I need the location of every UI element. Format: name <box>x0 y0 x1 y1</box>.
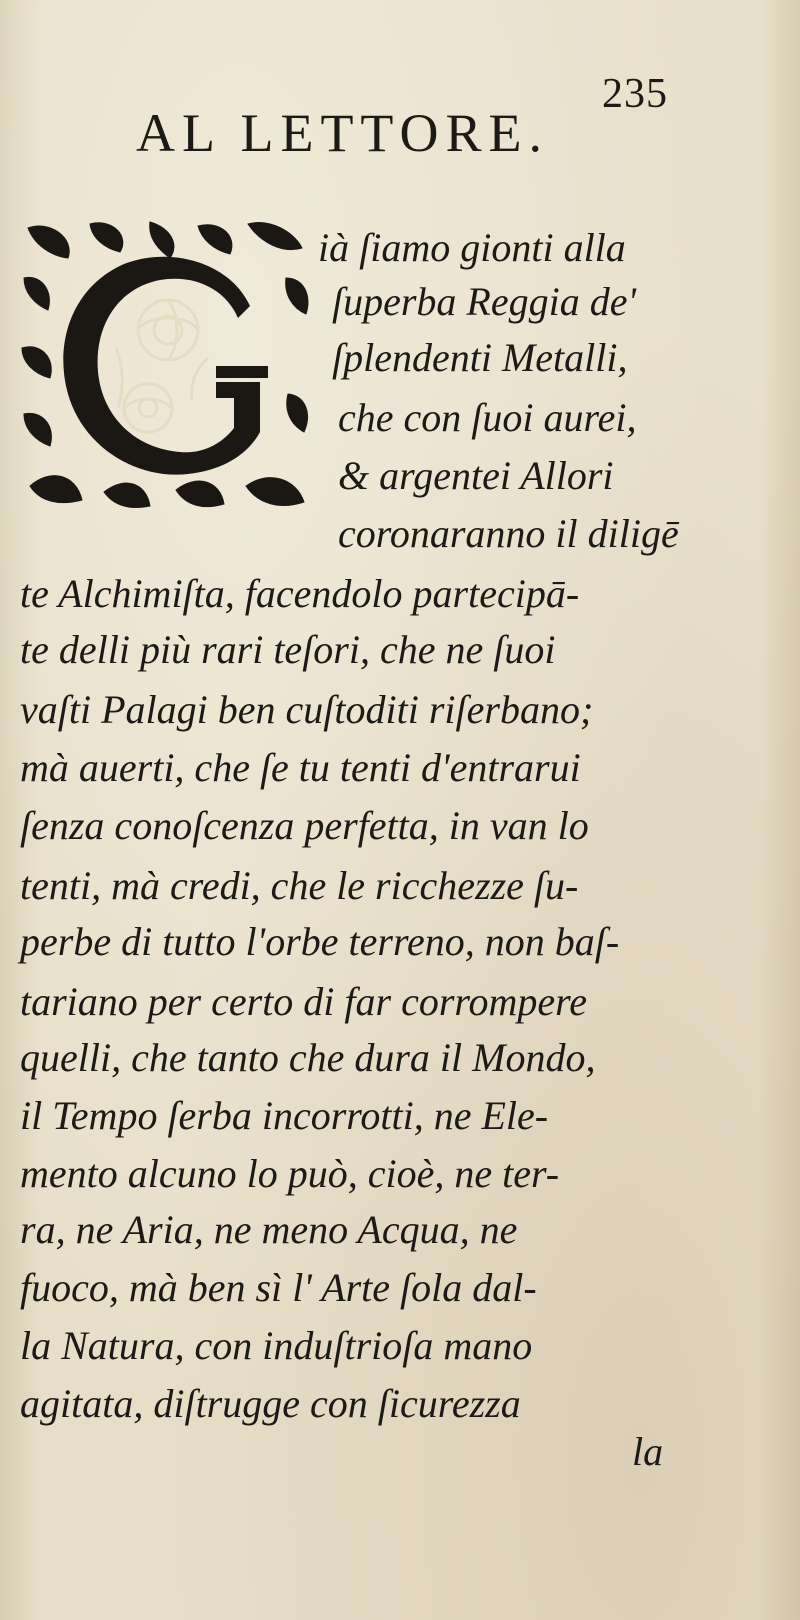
text-line: che con ſuoi aurei, <box>338 395 637 440</box>
text-line: tariano per certo di far corrompere <box>20 979 587 1024</box>
decorated-initial <box>20 218 312 514</box>
text-line: quelli, che tanto che dura il Mondo, <box>20 1035 596 1080</box>
text-line: agitata, diſtrugge con ſicurezza <box>20 1381 521 1426</box>
catchword: la <box>632 1429 664 1474</box>
text-line: ſplendenti Metalli, <box>332 335 628 380</box>
text-line: ſuperba Reggia de' <box>332 279 637 324</box>
text-line: il Tempo ſerba incorrotti, ne Ele- <box>20 1093 549 1138</box>
text-line: ià ſiamo gionti alla <box>318 225 626 270</box>
text-line: la Natura, con induſtrioſa mano <box>20 1323 533 1368</box>
woodcut-initial-g-icon <box>20 218 312 514</box>
text-line: te delli più rari teſori, che ne ſuoi <box>20 627 556 672</box>
page-number: 235 <box>602 71 668 117</box>
text-line: fuoco, mà ben sì l' Arte ſola dal- <box>20 1265 537 1310</box>
text-line: ra, ne Aria, ne meno Acqua, ne <box>20 1207 518 1252</box>
running-head: AL LETTORE. <box>136 103 549 163</box>
text-line: coronaranno il diligē <box>338 511 679 556</box>
text-line: mento alcuno lo può, cioè, ne ter- <box>20 1151 560 1196</box>
text-line: te Alchimiſta, facendolo partecipā- <box>20 571 580 616</box>
text-line: vaſti Palagi ben cuſtoditi riſerbano; <box>20 687 594 732</box>
text-line: ſenza conoſcenza perfetta, in van lo <box>20 803 589 848</box>
text-line: perbe di tutto l'orbe terreno, non baſ- <box>20 919 620 964</box>
text-line: & argentei Allori <box>338 453 614 498</box>
text-line: mà auerti, che ſe tu tenti d'entrarui <box>20 745 581 790</box>
text-line: tenti, mà credi, che le ricchezze ſu- <box>20 863 579 908</box>
